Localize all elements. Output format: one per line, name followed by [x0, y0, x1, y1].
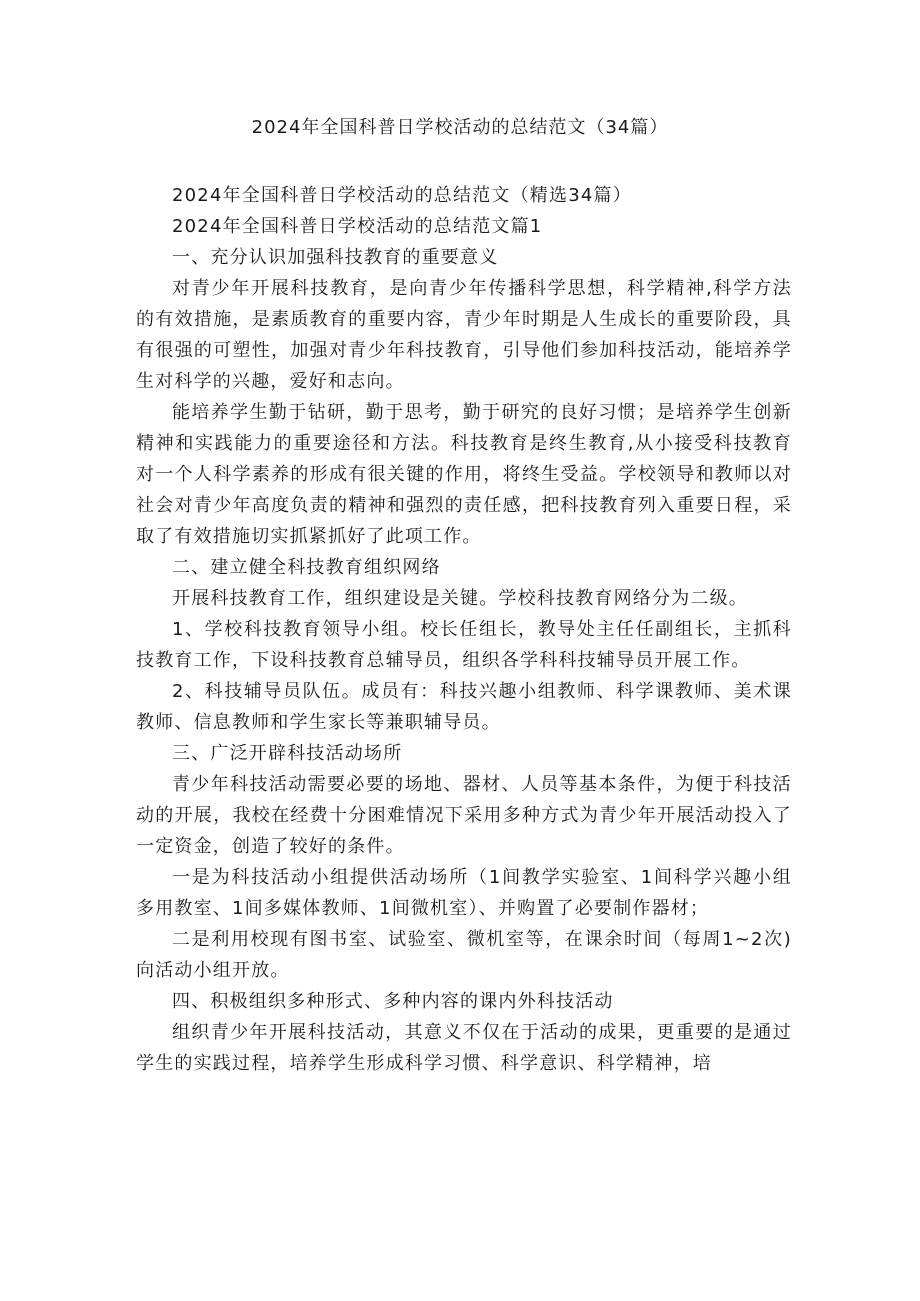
- body-paragraph: 2、科技辅导员队伍。成员有：科技兴趣小组教师、科学课教师、美术课教师、信息教师和学生家长等兼职辅导员。: [136, 681, 792, 733]
- document-title: 2024年全国科普日学校活动的总结范文（34篇）: [251, 117, 669, 138]
- section-heading: 三、广泛开辟科技活动场所: [172, 743, 403, 764]
- section-heading: 四、积极组织多种形式、多种内容的课内外科技活动: [172, 991, 614, 1012]
- subtitle-paragraph: 2024年全国科普日学校活动的总结范文（精选34篇）: [172, 185, 632, 206]
- body-paragraph: 开展科技教育工作，组织建设是关键。学校科技教育网络分为二级。: [172, 588, 748, 609]
- body-paragraph: 二是利用校现有图书室、试验室、微机室等，在课余时间（每周1~2次)向活动小组开放。: [136, 929, 792, 981]
- section-heading: 2024年全国科普日学校活动的总结范文篇1: [172, 216, 543, 237]
- body-paragraph: 对青少年开展科技教育，是向青少年传播科学思想，科学精神,科学方法的有效措施，是素质教育的重要内容，青少年时期是人生成长的重要阶段，具有很强的可塑性，加强对青少年科技教育，引导他们参加科技活动，能培养学生对科学的兴趣，爱好和志向。: [136, 278, 792, 392]
- document-body: [136, 180, 792, 1079]
- section-heading: 二、建立健全科技教育组织网络: [172, 557, 441, 578]
- body-paragraph: 青少年科技活动需要必要的场地、器材、人员等基本条件，为便于科技活动的开展，我校在经费十分困难情况下采用多种方式为青少年开展活动投入了一定资金，创造了较好的条件。: [136, 774, 792, 857]
- body-paragraph: 能培养学生勤于钻研，勤于思考，勤于研究的良好习惯；是培养学生创新精神和实践能力的重要途径和方法。科技教育是终生教育,从小接受科技教育对一个人科学素养的形成有很关键的作用，将终生受益。学校领导和教师以对社会对青少年高度负责的精神和强烈的责任感，把科技教育列入重要日程，采取了有效措施切实抓紧抓好了此项工作。: [136, 402, 792, 547]
- body-paragraph: 组织青少年开展科技活动，其意义不仅在于活动的成果，更重要的是通过学生的实践过程，培养学生形成科学习惯、科学意识、科学精神，培: [136, 1022, 792, 1074]
- section-heading: 一、充分认识加强科技教育的重要意义: [172, 247, 499, 268]
- body-paragraph: 一是为科技活动小组提供活动场所（1间教学实验室、1间科学兴趣小组多用教室、1间多媒体教师、1间微机室）、并购置了必要制作器材；: [136, 867, 792, 919]
- body-paragraph: 1、学校科技教育领导小组。校长任组长，教导处主任任副组长，主抓科技教育工作，下设科技教育总辅导员，组织各学科科技辅导员开展工作。: [136, 619, 792, 671]
